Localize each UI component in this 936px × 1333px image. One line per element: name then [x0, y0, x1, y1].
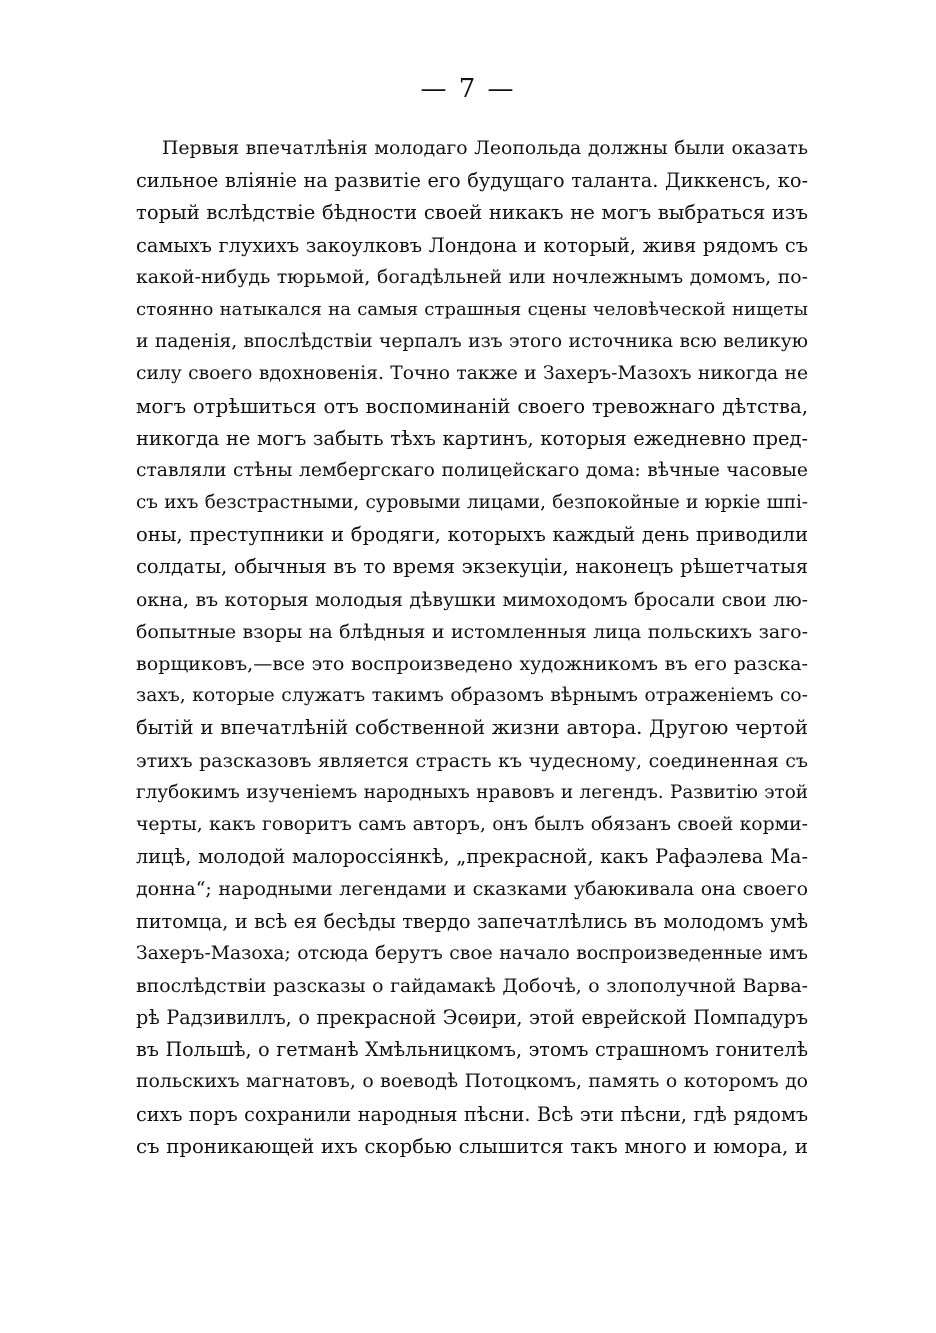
text-line: солдаты, обычныя въ то время экзекуціи, наконецъ рѣшетчатыя	[136, 555, 808, 579]
text-line: сихъ поръ сохранили народныя пѣсни. Всѣ эти пѣсни, гдѣ рядомъ	[136, 1102, 808, 1126]
text-line: захъ, которые служатъ такимъ образомъ вѣрнымъ отраженіемъ со-	[136, 685, 808, 707]
text-line: бытій и впечатлѣній собственной жизни автора. Другою чертой	[136, 716, 808, 740]
text-line: ставляли стѣны лембергскаго полицейскаго дома: вѣчные часовые	[136, 459, 808, 481]
text-line: никогда не могъ забыть тѣхъ картинъ, которыя ежедневно пред-	[136, 426, 808, 450]
text-line: съ ихъ безстрастными, суровыми лицами, безпокойные и юркіе шпі-	[136, 492, 808, 514]
text-line: въ Польшѣ, о гетманѣ Хмѣльницкомъ, этомъ страшномъ гонителѣ	[136, 1038, 808, 1062]
text-line: Первыя впечатлѣнія молодаго Леопольда должны были оказать	[162, 138, 808, 159]
text-line: черты, какъ говоритъ самъ авторъ, онъ былъ обязанъ своей корми-	[136, 813, 808, 835]
text-line: впослѣдствіи разсказы о гайдамакѣ Добочѣ, о злополучной Варва-	[136, 974, 808, 997]
text-line: торый вслѣдствіе бѣдности своей никакъ не могъ выбраться изъ	[136, 201, 808, 225]
body-text	[136, 133, 808, 1163]
text-line: питомца, и всѣ ея бесѣды твердо запечатлѣлись въ молодомъ умѣ	[136, 909, 808, 933]
text-line: силу своего вдохновенія. Точно также и Захеръ-Мазохъ никогда не	[136, 363, 808, 385]
text-line: лицѣ, молодой малороссіянкѣ, „прекрасной, какъ Рафаэлева Ма-	[136, 845, 808, 869]
text-line: и паденія, впослѣдствіи черпалъ изъ этого источника всю великую	[136, 331, 808, 353]
text-line: могъ отрѣшиться отъ воспоминаній своего тревожнаго дѣтства,	[136, 394, 808, 418]
text-line: Захеръ-Мазоха; отсюда берутъ свое начало воспроизведенные имъ	[136, 942, 808, 964]
text-line: ворщиковъ,—все это воспроизведено художникомъ въ его разска-	[136, 653, 808, 675]
text-line: стоянно натыкался на самыя страшныя сцены человѣческой нищеты	[136, 298, 808, 320]
text-line: рѣ Радзивиллъ, о прекрасной Эсѳири, этой еврейской Помпадуръ	[136, 1006, 808, 1030]
text-line: съ проникающей ихъ скорбью слышится такъ много и юмора, и	[136, 1134, 808, 1158]
text-line: этихъ разсказовъ является страсть къ чудесному, соединенная съ	[136, 749, 808, 772]
page-number: — 7 —	[420, 74, 516, 104]
text-line: какой-нибудь тюрьмой, богадѣльней или ночлежнымъ домомъ, по-	[136, 266, 808, 288]
text-line: оны, преступники и бродяги, которыхъ каждый день приводили	[136, 523, 808, 547]
text-line: глубокимъ изученіемъ народныхъ нравовъ и легендъ. Развитію этой	[136, 781, 808, 803]
text-line: самыхъ глухихъ закоулковъ Лондона и который, живя рядомъ съ	[136, 233, 808, 257]
text-line: донна“; народными легендами и сказками убаюкивала она своего	[136, 878, 808, 901]
text-line: сильное вліяніе на развитіе его будущаго таланта. Диккенсъ, ко-	[136, 169, 808, 193]
text-line: окна, въ которыя молодыя дѣвушки мимоходомъ бросали свои лю-	[136, 588, 808, 611]
text-line: бопытные взоры на блѣдныя и истомленныя лица польскихъ заго-	[136, 620, 808, 643]
text-line: польскихъ магнатовъ, о воеводѣ Потоцкомъ, память о которомъ до	[136, 1071, 808, 1093]
